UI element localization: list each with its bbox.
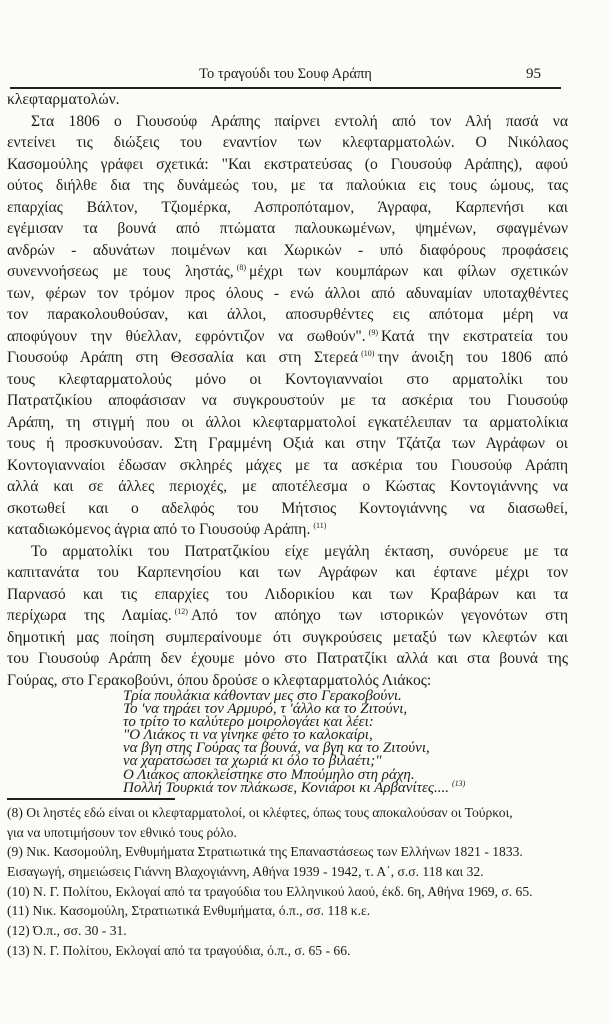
text-line: ούτος διήλθε δια της δυνάμεώς του, με τα παλούκια εις τους ώμους, τας <box>7 177 568 194</box>
text-line: Παρνασό και τις επαρχίες του Λιδορικίου και των Κραβάρων και τα <box>7 585 568 603</box>
paragraph <box>7 541 568 692</box>
text-line: Πατρατζικίου αποφάσισαν να συγκρουστούν με τα ασκέρια του Γιουσούφ <box>7 392 568 409</box>
footnote-line: για να υποτιμήσουν τον εθνικό τους ρόλο. <box>7 824 237 840</box>
text-line: περίχωρα της Λαμίας. $^{(12)}$ Από τον απόηχο των ιστορικών γεγονότων στη <box>7 607 568 624</box>
running-header <box>10 66 561 86</box>
paragraph <box>7 89 568 111</box>
text-line: επαρχίας Βάλτον, Τζιομέρκα, Ασπροπόταμον, Άγραφα, Καρπενήσι και <box>7 198 568 216</box>
footnote-ref: (10) <box>361 349 375 358</box>
text-line: τους ή προσκυνούσαν. Στη Γραμμένη Οξιά και στην Τζάτζα των Αγράφων οι <box>7 435 568 452</box>
poem-line: να χαρατσώσει τα χωριά κι όλο το βιλαέτι;" <box>123 753 382 770</box>
footnote-line: (10) Ν. Γ. Πολίτου, Εκλογαί από τα τραγούδια του Ελληνικού λαού, έκδ. 6η, Αθήνα 1969, σ. 65. <box>7 883 533 899</box>
text-line: αποφύγουν την θύελλαν, εφρόντιζον να σωθούν". $^{(9)}$ Κατά την εκστρατεία του <box>7 327 568 345</box>
footnote-ref: (11) <box>313 521 327 530</box>
footnote-line: (11) Νικ. Κασομούλη, Στρατιωτικά Ενθυμήματα, ό.π., σσ. 118 κ.ε. <box>7 903 371 919</box>
footnotes <box>7 803 572 961</box>
text-line: καπιτανάτα του Καρπενησίου και των Αγράφων και έφτανε μέχρι τον <box>7 564 568 581</box>
footnote-ref: (12) <box>174 607 188 616</box>
text-line: κλεφταρματολών. <box>7 91 120 108</box>
footnote-line: (13) Ν. Γ. Πολίτου, Εκλογαί από τα τραγούδια, ό.π., σ. 65 - 66. <box>7 942 351 958</box>
text-line: συνεννοήσεως με τους ληστάς, $^{(8)}$ μέχρι των κουμπάρων και φίλων σχετικών <box>7 263 568 280</box>
footnote-ref: (9) <box>368 327 378 337</box>
text-line: ανδρών - αδυνάτων ποιμένων και Χωρικών - υπό διαφόρους προφάσεις <box>7 241 568 259</box>
text-line: Γούρας, στο Γερακοβούνι, όπου δρούσε ο κλεφταρματολός Λιάκος: <box>7 671 432 689</box>
text-line: σκοτωθεί και ο αδελφός του Μήτσιος Κοντογιάννης να διασωθεί, <box>7 499 568 517</box>
poem-line: Ο Λιάκος αποκλείστηκε στο Μπούμηλο στη ράχη. <box>123 766 415 783</box>
footnote-ref: (13) <box>451 778 466 788</box>
text-line: Το αρματολίκι του Πατρατζικίου είχε μεγάλη έκταση, συνόρευε με τα <box>31 542 568 560</box>
poem-line: Πολλή Τουρκιά τον πλάκωσε, Κονιάροι κι Αρβανίτες.... $^{(13)}$ <box>123 778 466 796</box>
text-line: καταδιωκόμενος άγρια από το Γιουσούφ Αράπη. $^{(11)}$ <box>7 521 327 538</box>
text-line: Κασομούλης γράφει σχετικά: "Και εκστρατεύσας (ο Γιουσούφ Αράπης), αφού <box>7 155 568 173</box>
poem-line: "Ο Λιάκος τι να γίνηκε φέτο το καλοκαίρι, <box>123 727 373 744</box>
footnote-line: (8) Οι ληστές εδώ είναι οι κλεφταρματολοί, οι κλέφτες, όπως τους αποκαλούσαν οι Τούρκοι, <box>7 805 513 820</box>
poem-line: Τρία πουλάκια κάθονταν μες στο Γερακοβούνι. <box>123 688 402 704</box>
poem-line: Το 'να τηράει τον Αρμυρό, τ 'άλλο κα το Ζιτούνι, <box>123 701 408 718</box>
running-title: Το τραγούδι του Σουφ Αράπη <box>199 66 372 82</box>
text-line: του Γιουσούφ Αράπη δεν έχουμε μόνο στο Πατρατζίκι αλλά και στα βουνά της <box>7 650 568 667</box>
text-line: τον παρακολουθούσαν, και άλλοι, αποσυρθέντες εις απότομα μέρη να <box>7 306 568 323</box>
paragraph <box>7 111 568 541</box>
footnote-line: (12) Ό.π., σσ. 30 - 31. <box>7 923 127 939</box>
text-line: Στα 1806 ο Γιουσούφ Αράπης παίρνει εντολή από τον Αλή πασά να <box>31 112 568 130</box>
text-line: αλλά και σε άλλες περιοχές, με αποτέλεσμα ο Κώστας Κοντογιάννης να <box>7 478 568 495</box>
text-line: Κοντογιανναίοι έδωσαν σκληρές μάχες με τα ασκέρια του Γιουσούφ Αράπη <box>7 456 568 474</box>
text-line: εντείνει τις διώξεις του εναντίον των κλεφταρματολών. Ο Νικόλαος <box>7 134 568 151</box>
text-line: Γιουσούφ Αράπη στη Θεσσαλία και στη Στερεά $^{(10)}$ την άνοιξη του 1806 από <box>7 349 568 366</box>
text-line: εγέμισαν τα βουνά από πτώματα παλουκωμένων, ψημένων, σφαγμένων <box>7 220 568 237</box>
text-line: δημοτική μας ποίηση συμπεραίνουμε ότι συγκρούσεις μεταξύ των κλεφτών και <box>7 628 568 646</box>
text-line: Αράπη, τη στιγμή που οι άλλοι κλεφταρματολοί εγκατέλειπαν τα αρματολίκια <box>7 413 568 431</box>
footnote-line: Εισαγωγή, σημειώσεις Γιάννη Βλαχογιάννη, Αθήνα 1939 - 1942, τ. Α΄, σ.σ. 118 και 32. <box>7 864 484 880</box>
poem-line: το τρίτο το καλύτερο μοιρολογάει και λέει: <box>123 714 374 731</box>
poem-line: να βγη στης Γούρας τα βουνά, να βγη κα το Ζιτούνι, <box>123 740 430 757</box>
text-line: των, φέρων τον τρόμον προς όλους - ενώ άλλοι από αδυναμίαν υποταχθέντες <box>7 284 568 302</box>
footnote-ref: (8) <box>236 263 246 272</box>
text-line: τους κλεφταρματολούς μόνο οι Κοντογιανναίοι στο αρματολίκι του <box>7 370 568 388</box>
body-text <box>7 89 568 691</box>
page-number: 95 <box>526 66 541 82</box>
poem-quote <box>123 690 468 795</box>
footnote-line: (9) Νικ. Κασομούλη, Ενθυμήματα Στρατιωτικά της Επαναστάσεως των Ελλήνων 1821 - 1833. <box>7 844 523 860</box>
footnote-rule <box>7 798 175 800</box>
